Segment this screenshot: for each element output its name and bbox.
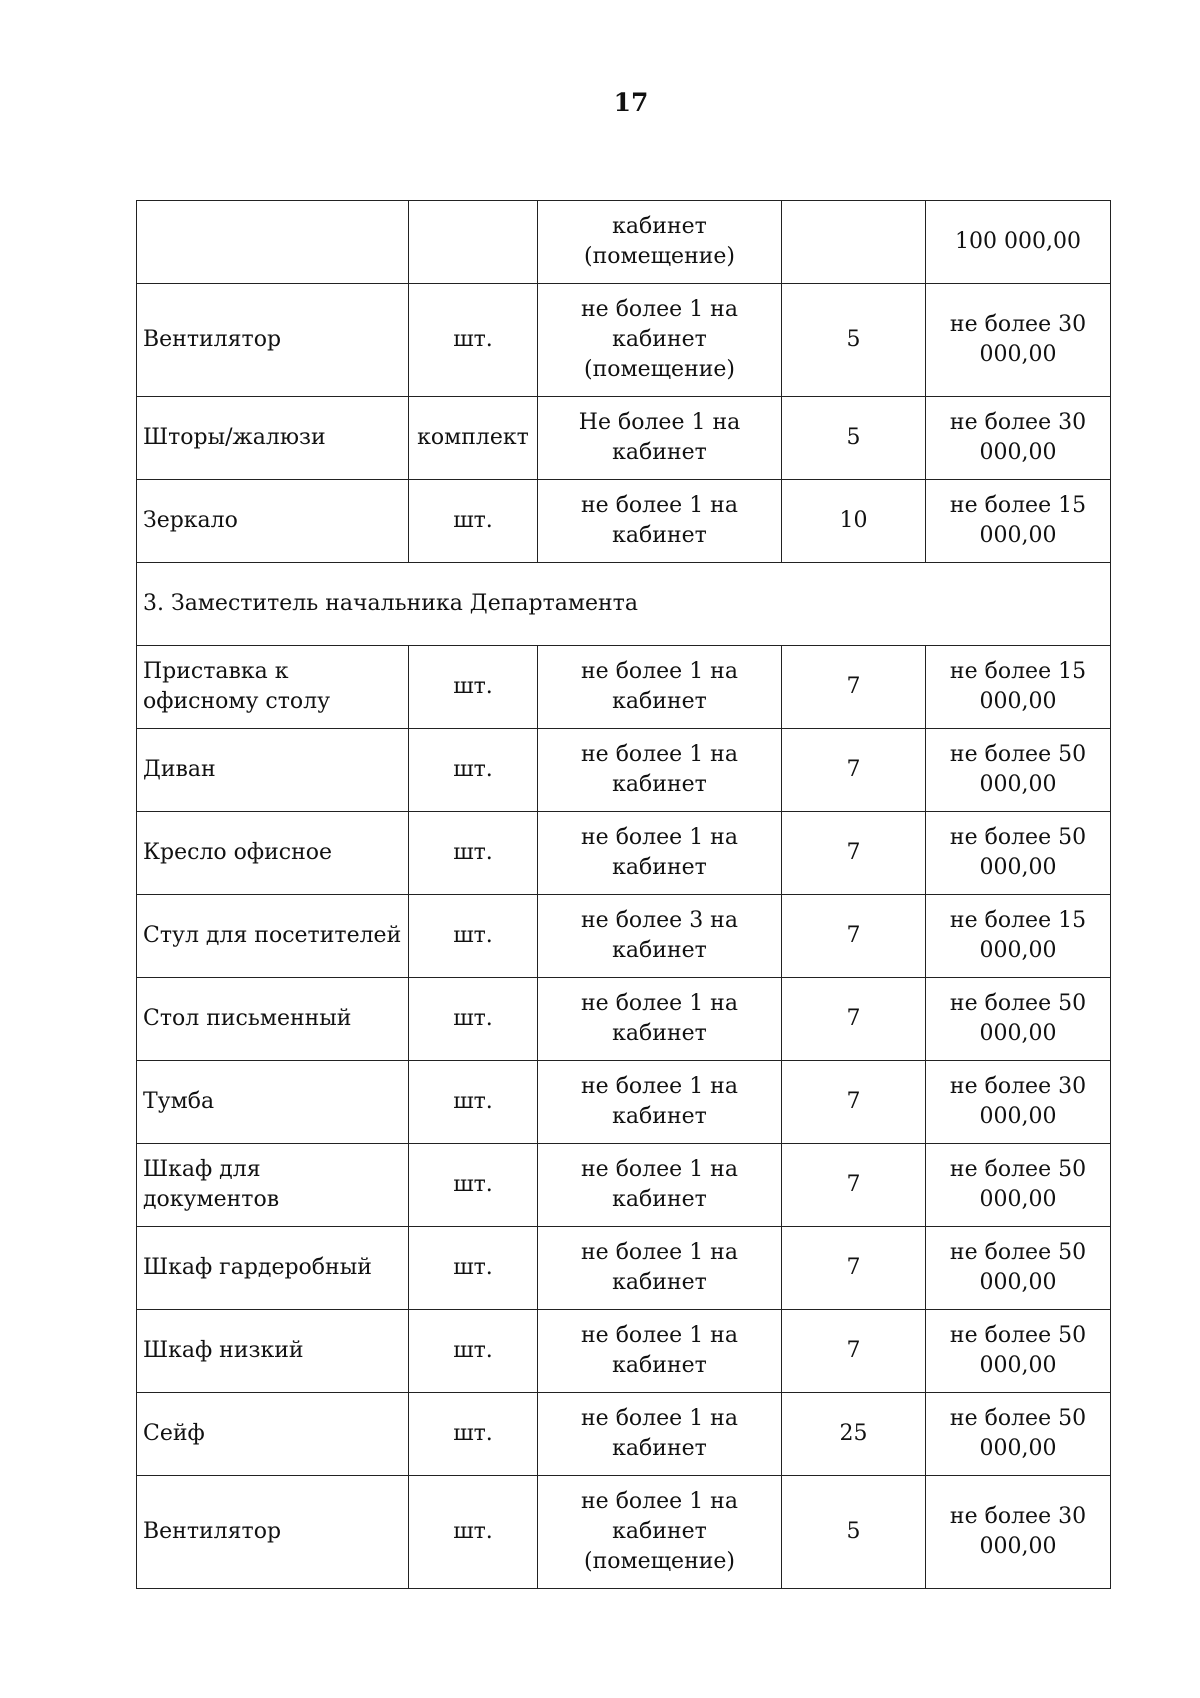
table-row	[137, 1061, 1111, 1144]
item-name-cell: Зеркало	[137, 480, 409, 563]
norm-cell: не более 1 на кабинет (помещение)	[538, 1476, 782, 1589]
page-number: 17	[613, 88, 649, 117]
unit-cell: шт.	[409, 1061, 538, 1144]
norm-cell: не более 1 на кабинет	[538, 729, 782, 812]
table-row	[137, 646, 1111, 729]
unit-cell: шт.	[409, 978, 538, 1061]
table-row	[137, 978, 1111, 1061]
price-cell: не более 50 000,00	[926, 978, 1111, 1061]
price-cell: не более 30 000,00	[926, 1061, 1111, 1144]
price-cell: не более 50 000,00	[926, 812, 1111, 895]
norm-cell: не более 1 на кабинет	[538, 1310, 782, 1393]
term-cell	[782, 201, 926, 284]
norm-cell: не более 1 на кабинет	[538, 812, 782, 895]
term-cell: 5	[782, 397, 926, 480]
item-name-cell: Тумба	[137, 1061, 409, 1144]
table-row	[137, 480, 1111, 563]
unit-cell: комплект	[409, 397, 538, 480]
item-name-cell: Шкаф для документов	[137, 1144, 409, 1227]
table-row	[137, 1393, 1111, 1476]
item-name-cell: Вентилятор	[137, 1476, 409, 1589]
term-cell: 7	[782, 646, 926, 729]
section-title: 3. Заместитель начальника Департамента	[137, 563, 1111, 646]
norm-cell: не более 1 на кабинет	[538, 1144, 782, 1227]
furniture-norms-table	[136, 200, 1111, 1589]
price-cell: не более 15 000,00	[926, 480, 1111, 563]
price-cell: не более 30 000,00	[926, 1476, 1111, 1589]
item-name-cell: Вентилятор	[137, 284, 409, 397]
item-name-cell: Приставка к офисному столу	[137, 646, 409, 729]
unit-cell: шт.	[409, 284, 538, 397]
table-row	[137, 1227, 1111, 1310]
norm-cell: не более 1 на кабинет	[538, 1393, 782, 1476]
table-row	[137, 201, 1111, 284]
table-row	[137, 812, 1111, 895]
price-cell: не более 50 000,00	[926, 729, 1111, 812]
price-cell: не более 15 000,00	[926, 646, 1111, 729]
item-name-cell: Стол письменный	[137, 978, 409, 1061]
table-row	[137, 1144, 1111, 1227]
unit-cell: шт.	[409, 480, 538, 563]
norm-cell: не более 3 на кабинет	[538, 895, 782, 978]
table-row	[137, 1310, 1111, 1393]
unit-cell: шт.	[409, 895, 538, 978]
norm-cell: не более 1 на кабинет	[538, 978, 782, 1061]
norm-cell: не более 1 на кабинет	[538, 1061, 782, 1144]
term-cell: 7	[782, 1227, 926, 1310]
unit-cell: шт.	[409, 1310, 538, 1393]
unit-cell: шт.	[409, 729, 538, 812]
table-row	[137, 284, 1111, 397]
item-name-cell: Сейф	[137, 1393, 409, 1476]
term-cell: 7	[782, 978, 926, 1061]
term-cell: 7	[782, 1144, 926, 1227]
item-name-cell	[137, 201, 409, 284]
table-row	[137, 1476, 1111, 1589]
term-cell: 25	[782, 1393, 926, 1476]
item-name-cell: Диван	[137, 729, 409, 812]
price-cell: не более 50 000,00	[926, 1310, 1111, 1393]
term-cell: 7	[782, 1310, 926, 1393]
norm-cell: кабинет (помещение)	[538, 201, 782, 284]
term-cell: 5	[782, 1476, 926, 1589]
item-name-cell: Шкаф гардеробный	[137, 1227, 409, 1310]
item-name-cell: Шкаф низкий	[137, 1310, 409, 1393]
table-row	[137, 729, 1111, 812]
price-cell: не более 15 000,00	[926, 895, 1111, 978]
unit-cell: шт.	[409, 1227, 538, 1310]
section-row	[137, 563, 1111, 646]
term-cell: 7	[782, 812, 926, 895]
price-cell: не более 30 000,00	[926, 397, 1111, 480]
unit-cell	[409, 201, 538, 284]
table-row	[137, 895, 1111, 978]
item-name-cell: Шторы/жалюзи	[137, 397, 409, 480]
price-cell: не более 50 000,00	[926, 1144, 1111, 1227]
norm-cell: не более 1 на кабинет (помещение)	[538, 284, 782, 397]
unit-cell: шт.	[409, 1393, 538, 1476]
unit-cell: шт.	[409, 1144, 538, 1227]
term-cell: 10	[782, 480, 926, 563]
term-cell: 5	[782, 284, 926, 397]
item-name-cell: Стул для посетителей	[137, 895, 409, 978]
unit-cell: шт.	[409, 1476, 538, 1589]
term-cell: 7	[782, 729, 926, 812]
norm-cell: не более 1 на кабинет	[538, 1227, 782, 1310]
item-name-cell: Кресло офисное	[137, 812, 409, 895]
unit-cell: шт.	[409, 646, 538, 729]
price-cell: 100 000,00	[926, 201, 1111, 284]
term-cell: 7	[782, 895, 926, 978]
norm-cell: не более 1 на кабинет	[538, 480, 782, 563]
price-cell: не более 50 000,00	[926, 1393, 1111, 1476]
price-cell: не более 50 000,00	[926, 1227, 1111, 1310]
term-cell: 7	[782, 1061, 926, 1144]
table-row	[137, 397, 1111, 480]
price-cell: не более 30 000,00	[926, 284, 1111, 397]
norm-cell: Не более 1 на кабинет	[538, 397, 782, 480]
unit-cell: шт.	[409, 812, 538, 895]
norm-cell: не более 1 на кабинет	[538, 646, 782, 729]
